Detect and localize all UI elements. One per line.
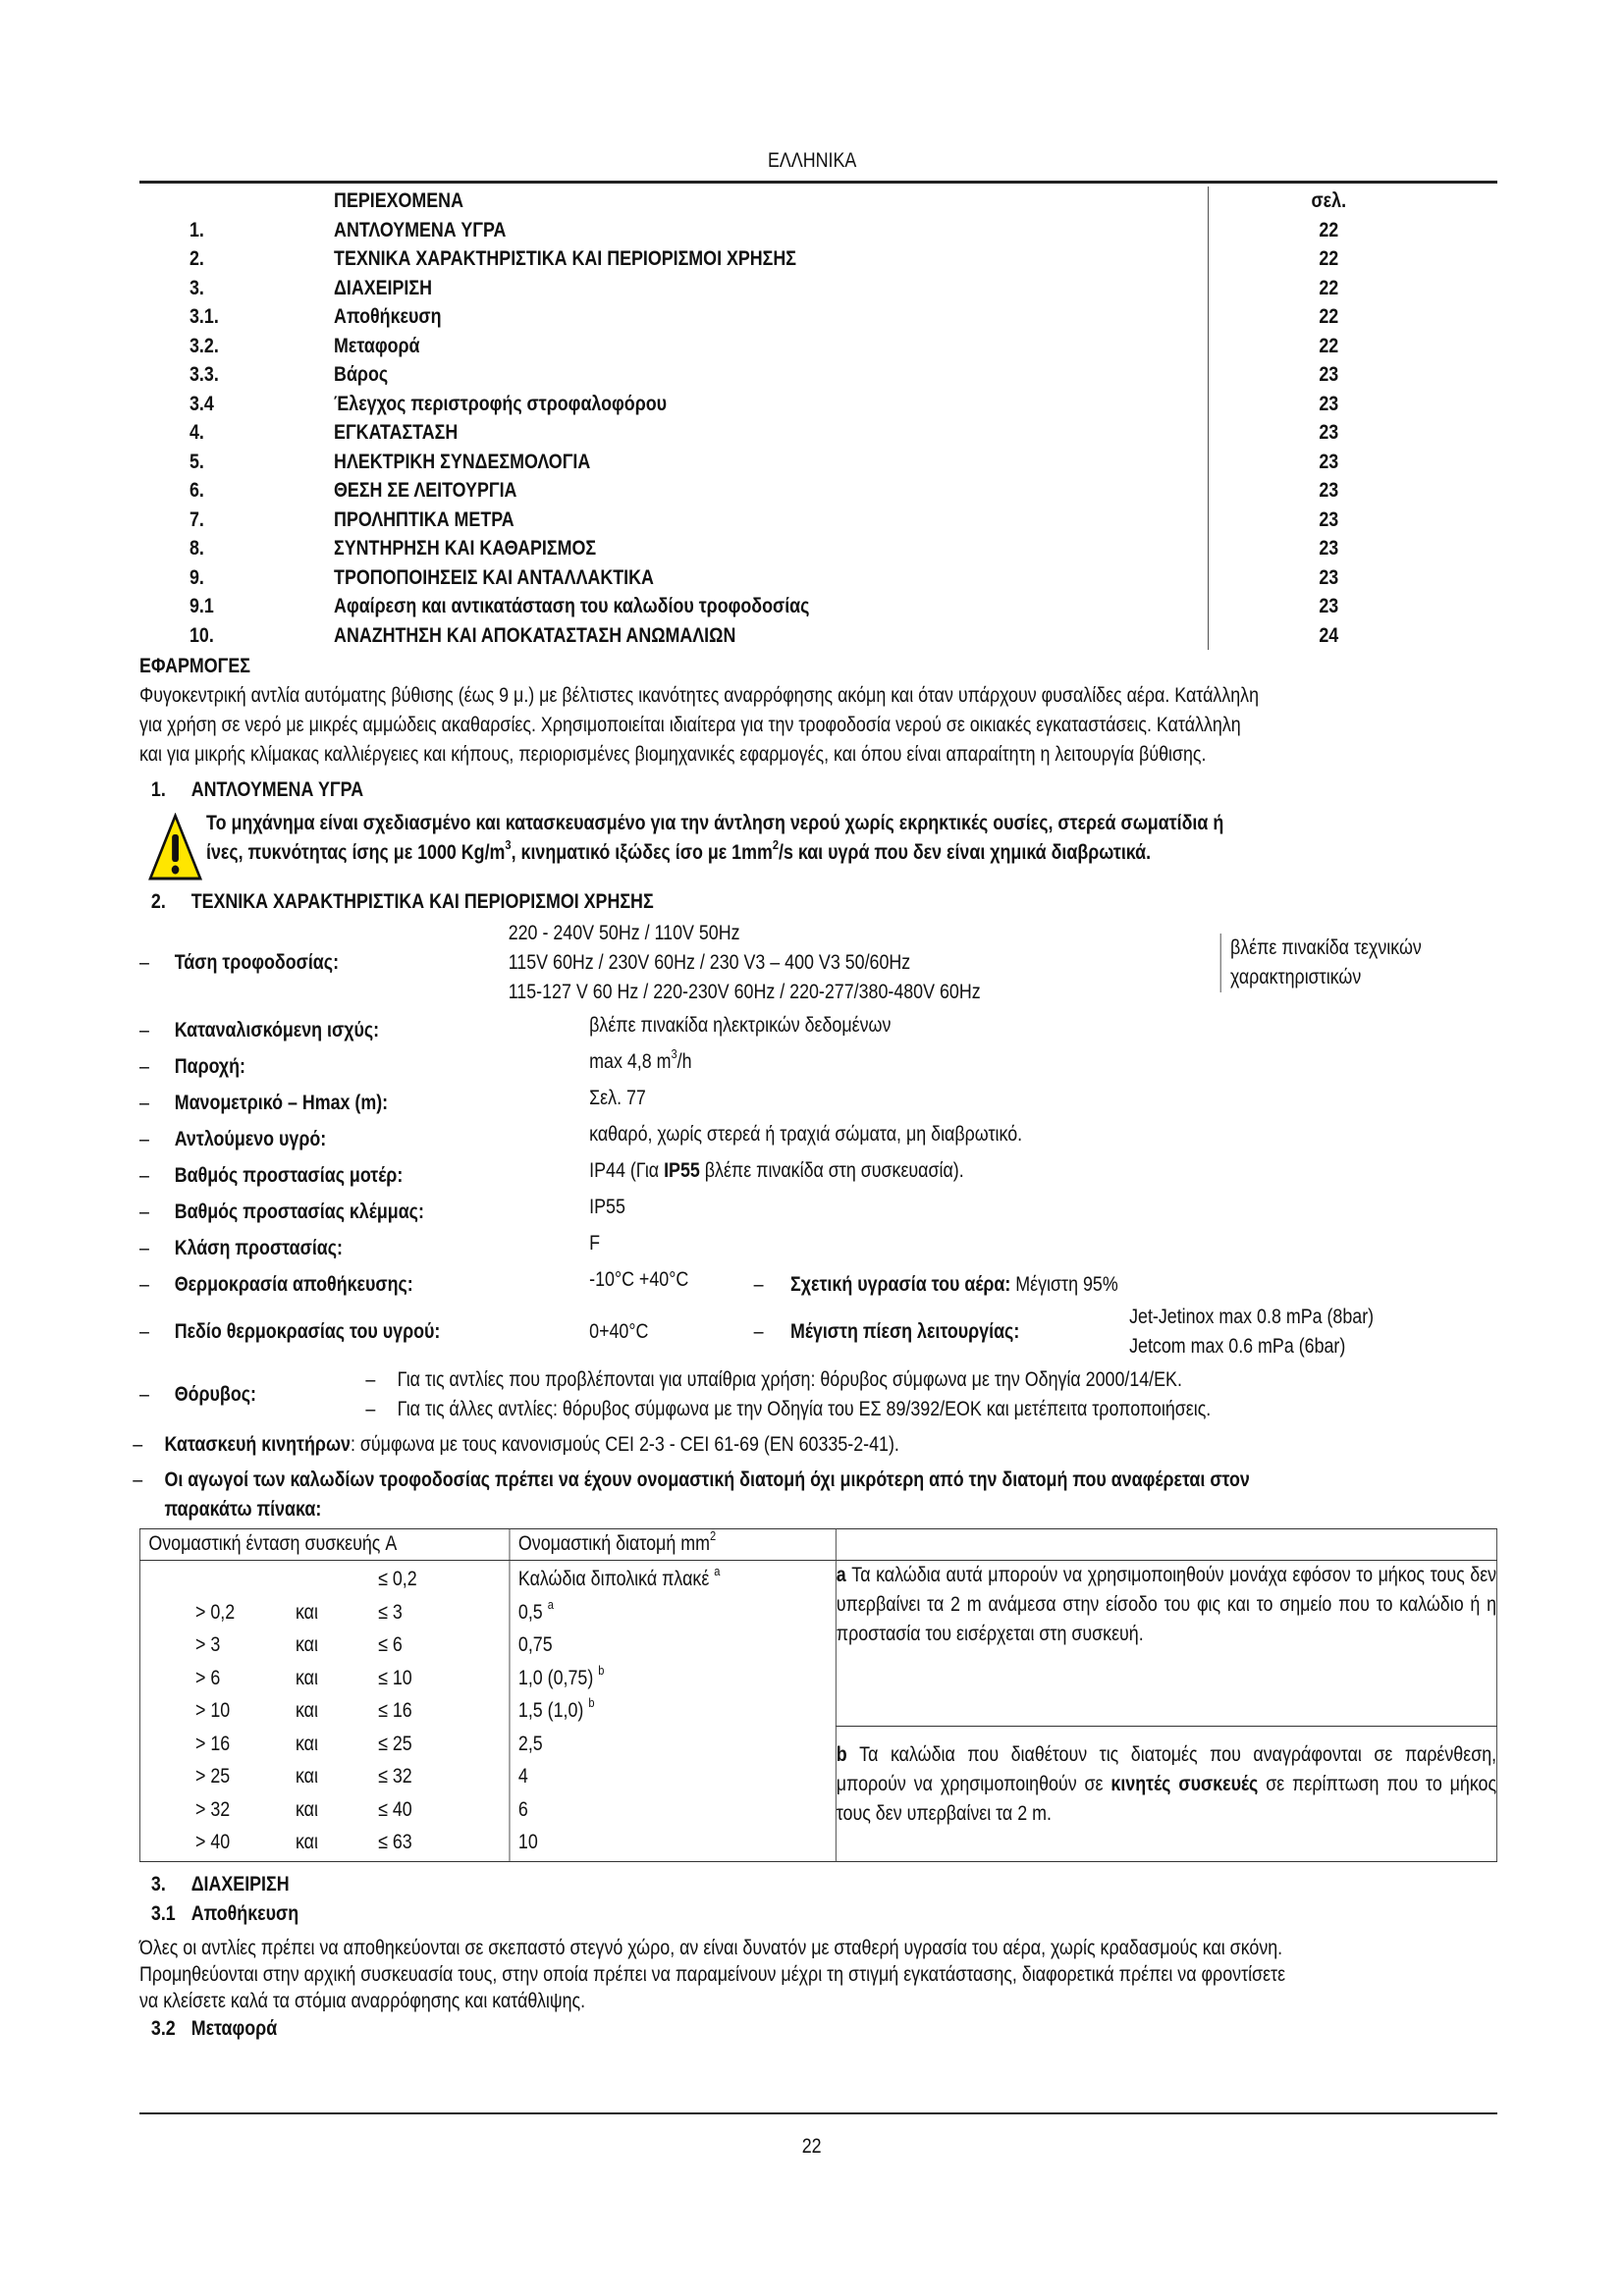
spec-label: Τάση τροφοδοσίας:: [174, 951, 340, 974]
page-header: ΕΛΛΗΝΙΚΑ: [767, 149, 857, 172]
table-of-contents: [139, 187, 1497, 650]
spec-storage-temp: – Θερμοκρασία αποθήκευσης: -10°C +40°C – Σχετική υγρασία του αέρα: Μέγιστη 95%: [139, 1268, 1118, 1296]
storage-text: Όλες οι αντλίες πρέπει να αποθηκεύονται σε σκεπαστό στεγνό χώρο, αν είναι δυνατόν με σταθερή υγρασία του αέρα, χωρίς κραδασμούς και σκόνη. Προμηθεύονται στην αρχική συσκευασία τους, στην οποία πρέπει να παραμείνουν μέχρι τη στιγμή εγκατάστασης, διαφορετικά πρέπει να φροντίσετε να κλείσετε καλά τα στόμια αναρρόφησης και κατάθλιψης.: [139, 1936, 1286, 2012]
section-1-heading: 1. ΑΝΤΛΟΥΜΕΝΑ ΥΓΡΑ: [150, 778, 364, 801]
toc-title: ΠΕΡΙΕΧΟΜΕΝΑ: [334, 189, 463, 212]
table-header: Ονομαστική ένταση συσκευής A: [139, 1529, 510, 1561]
section-3-2-heading: 3.2 Μεταφορά: [150, 2016, 278, 2040]
table-header: Ονομαστική διατομή $mm^2$: [510, 1529, 836, 1561]
toc-item[interactable]: 10. ΑΝΑΖΗΤΗΣΗ ΚΑΙ ΑΠΟΚΑΤΑΣΤΑΣΗ ΑΝΩΜΑΛΙΩΝ 24: [189, 623, 1339, 647]
voltage-note: βλέπε πινακίδα τεχνικών χαρακτηριστικών: [1220, 934, 1497, 992]
spec-row: – Βαθμός προστασίας κλέμμας: IP55: [139, 1193, 1497, 1229]
applications-line: για χρήση σε νερό με μικρές αμμώδεις ακαθαρσίες. Χρησιμοποιείται ιδιαίτερα για την τροφοδοσία νερού σε οικιακές εγκαταστάσεις. Κατάλληλη: [139, 714, 1241, 736]
toc-item[interactable]: 9.1 Αφαίρεση και αντικατάσταση του καλωδίου τροφοδοσίας 23: [189, 595, 1339, 617]
toc-item[interactable]: 5. ΗΛΕΚΤΡΙΚΗ ΣΥΝΔΕΣΜΟΛΟΓΙΑ 23: [189, 450, 1339, 473]
spec-value: max 4,8 $m^3/h$: [589, 1046, 692, 1073]
cable-section-table: [139, 1528, 1497, 1862]
spec-row: – Βαθμός προστασίας μοτέρ: IP44 (Για IP55 βλέπε πινακίδα στη συσκευασία).: [139, 1156, 1497, 1193]
table-cell: 0,75: [517, 1633, 553, 1656]
applications-line: και για μικρής κλίμακας καλλιέργειες και κήπους, περιορισμένες βιομηχανικές εφαρμογές, και όπου είναι απαραίτητη η λειτουργία βύθισης.: [139, 743, 1207, 766]
table-cell: 0,5 $^a$: [517, 1596, 554, 1624]
spec-label: Αντλούμενο υγρό:: [174, 1128, 327, 1150]
toc-item[interactable]: 3. ΔΙΑΧΕΙΡΙΣΗ 22: [189, 276, 1339, 299]
toc-heading: [139, 187, 1497, 216]
note-a: a Τα καλώδια αυτά μπορούν να χρησιμοποιηθούν μονάχα εφόσον το μήκος τους δεν υπερβαίνει τα 2 m ανάμεσα στην είσοδο του φις και το σημείο που το καλώδιο ή η προστασία του εισέρχεται στη συσκευή.: [836, 1561, 1496, 1727]
page-number: 22: [802, 2135, 822, 2158]
table-row: > 40 και ≤ 63: [194, 1831, 412, 1853]
toc-item[interactable]: 3.3. Βάρος 23: [189, 363, 1339, 386]
footer-rule: [139, 2112, 1497, 2114]
spec-value: 220 - 240V 50Hz / 110V 50Hz 115V 60Hz / 230V 60Hz / 230 V3 – 400 V3 50/60Hz 115-127 V 60 Hz / 220-230V 60Hz / 220-277/380-480V 60Hz: [508, 922, 981, 1003]
table-cell: 4: [517, 1765, 528, 1788]
toc-page-label: σελ.: [1311, 189, 1347, 212]
spec-value: βλέπε πινακίδα ηλεκτρικών δεδομένων: [589, 1014, 892, 1037]
toc-item[interactable]: 7. ΠΡΟΛΗΠΤΙΚΑ ΜΕΤΡΑ 23: [189, 507, 1339, 531]
spec-label: Καταναλισκόμενη ισχύς:: [174, 1019, 380, 1041]
section-3-1-heading: 3.1 Αποθήκευση: [150, 1901, 299, 1925]
table-cell: 6: [517, 1797, 528, 1821]
spec-row: – Κλάση προστασίας: F: [139, 1229, 1497, 1265]
table-row: > 25 και ≤ 32: [194, 1765, 412, 1788]
spec-motors: – Κατασκευή κινητήρων: σύμφωνα με τους κανονισμούς CEI 2-3 - CEI 61-69 (EN 60335-2-41).: [133, 1433, 899, 1456]
spec-row: – Αντλούμενο υγρό: καθαρό, χωρίς στερεά ή τραχιά σώματα, μη διαβρωτικό.: [139, 1120, 1497, 1156]
spec-label: Μανομετρικό – Hmax (m):: [174, 1092, 389, 1114]
document-body: [133, 187, 1497, 2044]
toc-item[interactable]: 2. ΤΕΧΝΙΚΑ ΧΑΡΑΚΤΗΡΙΣΤΙΚΑ ΚΑΙ ΠΕΡΙΟΡΙΣΜΟΙ ΧΡΗΣΗΣ 22: [189, 247, 1339, 270]
table-row: > 0,2 και ≤ 3: [194, 1600, 403, 1624]
table-row: > 32 και ≤ 40: [194, 1797, 412, 1821]
spec-label: Παροχή:: [174, 1055, 245, 1078]
spec-value: καθαρό, χωρίς στερεά ή τραχιά σώματα, μη διαβρωτικό.: [589, 1123, 1023, 1146]
applications-text: [139, 681, 1497, 770]
spec-label: Κλάση προστασίας:: [174, 1237, 343, 1259]
spec-value: Σελ. 77: [589, 1087, 646, 1109]
table-row: > 10 και ≤ 16: [194, 1699, 412, 1722]
warning-text-line: ίνες, πυκνότητας ίσης με 1000 $Kg/m^3$, κινηματικό ιξώδες ίσο με $1mm^2/s$ και υγρά που δεν είναι χημικά διαβρωτικά.: [206, 837, 1152, 864]
table-cell: 1,0 (0,75) $^b$: [517, 1662, 605, 1689]
applications-line: Φυγοκεντρική αντλία αυτόματης βύθισης (έως 9 μ.) με βέλτιστες ικανότητες αναρρόφησης ακόμη και όταν υπάρχουν φυσαλίδες αέρα. Κατάλληλη: [139, 684, 1260, 707]
spec-value: IP44 (Για IP55 βλέπε πινακίδα στη συσκευασία).: [589, 1159, 964, 1182]
spec-value: IP55: [589, 1196, 625, 1218]
table-cell: 1,5 (1,0) $^b$: [517, 1695, 595, 1722]
warning-block: [139, 809, 1497, 881]
warning-text-line: Το μηχάνημα είναι σχεδιασμένο και κατασκευασμένο για την άντληση νερού χωρίς εκρηκτικές ουσίες, στερεά σωματίδια ή: [206, 812, 1224, 834]
spec-fluid-temp: – Πεδίο θερμοκρασίας του υγρού: 0+40°C – Μέγιστη πίεση λειτουργίας: Jet-Jetinox max 0.8 mPa (8bar) Jetcom max 0.6 mPa (6bar): [139, 1306, 1375, 1358]
toc-item[interactable]: 9. ΤΡΟΠΟΠΟΙΗΣΕΙΣ ΚΑΙ ΑΝΤΑΛΛΑΚΤΙΚΑ 23: [189, 565, 1339, 589]
toc-item[interactable]: 6. ΘΕΣΗ ΣΕ ΛΕΙΤΟΥΡΓΙΑ 23: [189, 479, 1339, 502]
spec-row: – Παροχή: max 4,8 $m^3/h$: [139, 1047, 1497, 1084]
spec-label: Βαθμός προστασίας κλέμμας:: [174, 1201, 424, 1223]
table-cell: Καλώδια διπολικά πλακέ $^a$: [517, 1564, 721, 1590]
spec-value: F: [589, 1232, 601, 1255]
table-row: > 3 και ≤ 6: [194, 1633, 403, 1656]
spec-voltage: – Τάση τροφοδοσίας: 220 - 240V 50Hz / 110V 50Hz 115V 60Hz / 230V 60Hz / 230 V3 – 400 V3 50/60Hz 115-127 V 60 Hz / 220-230V 60Hz / 220-277/380-480V 60Hz βλέπε πινακίδα τεχνικών χαρακτηριστικών: [139, 919, 1497, 1007]
applications-title: ΕΦΑΡΜΟΓΕΣ: [139, 655, 250, 677]
toc-item[interactable]: 1. ΑΝΤΛΟΥΜΕΝΑ ΥΓΡΑ 22: [189, 218, 1339, 241]
table-row: > 16 και ≤ 25: [194, 1732, 412, 1755]
spec-label: Βαθμός προστασίας μοτέρ:: [174, 1164, 404, 1187]
warning-icon: [148, 813, 203, 881]
toc-item[interactable]: 3.4 Έλεγχος περιστροφής στροφαλοφόρου 23: [189, 392, 1339, 415]
table-cell: 2,5: [517, 1732, 543, 1755]
spec-row: – Μανομετρικό – Hmax (m): Σελ. 77: [139, 1084, 1497, 1120]
header-rule: [139, 181, 1497, 184]
table-header: [836, 1529, 1496, 1561]
section-2-heading: 2. ΤΕΧΝΙΚΑ ΧΑΡΑΚΤΗΡΙΣΤΙΚΑ ΚΑΙ ΠΕΡΙΟΡΙΣΜΟΙ ΧΡΗΣΗΣ: [150, 890, 654, 913]
table-row: ≤ 0,2: [378, 1568, 417, 1590]
table-cell: 10: [517, 1831, 538, 1853]
toc-item[interactable]: 8. ΣΥΝΤΗΡΗΣΗ ΚΑΙ ΚΑΘΑΡΙΣΜΟΣ 23: [189, 537, 1339, 560]
spec-cables: – Οι αγωγοί των καλωδίων τροφοδοσίας πρέπει να έχουν ονομαστική διατομή όχι μικρότερη από την διατομή που αναφέρεται στον παρακάτω πίνακα:: [133, 1468, 1250, 1521]
spec-row: – Καταναλισκόμενη ισχύς: βλέπε πινακίδα ηλεκτρικών δεδομένων: [139, 1011, 1497, 1047]
toc-item[interactable]: 3.1. Αποθήκευση 22: [189, 305, 1339, 328]
table-row: > 6 και ≤ 10: [194, 1666, 412, 1689]
spec-noise: – Θόρυβος: – Για τις αντλίες που προβλέπονται για υπαίθρια χρήση: θόρυβος σύμφωνα με την Οδηγία 2000/14/ΕΚ. – Για τις άλλες αντλίες: θόρυβος σύμφωνα με την Οδηγία του ΕΣ 89/392/ΕΟΚ και μετέπειτα τροποποιήσεις.: [139, 1368, 1212, 1420]
toc-item[interactable]: 4. ΕΓΚΑΤΑΣΤΑΣΗ 23: [189, 421, 1339, 444]
note-b: b Τα καλώδια που διαθέτουν τις διατομές που αναγράφονται σε παρένθεση, μπορούν να χρησιμοποιηθούν σε κινητές συσκευές σε περίπτωση που το μήκος τους δεν υπερβαίνει τα 2 m.: [836, 1727, 1496, 1862]
toc-item[interactable]: 3.2. Μεταφορά 22: [189, 334, 1339, 357]
section-3-heading: 3. ΔΙΑΧΕΙΡΙΣΗ: [150, 1872, 290, 1896]
toc-divider: [1208, 187, 1209, 650]
